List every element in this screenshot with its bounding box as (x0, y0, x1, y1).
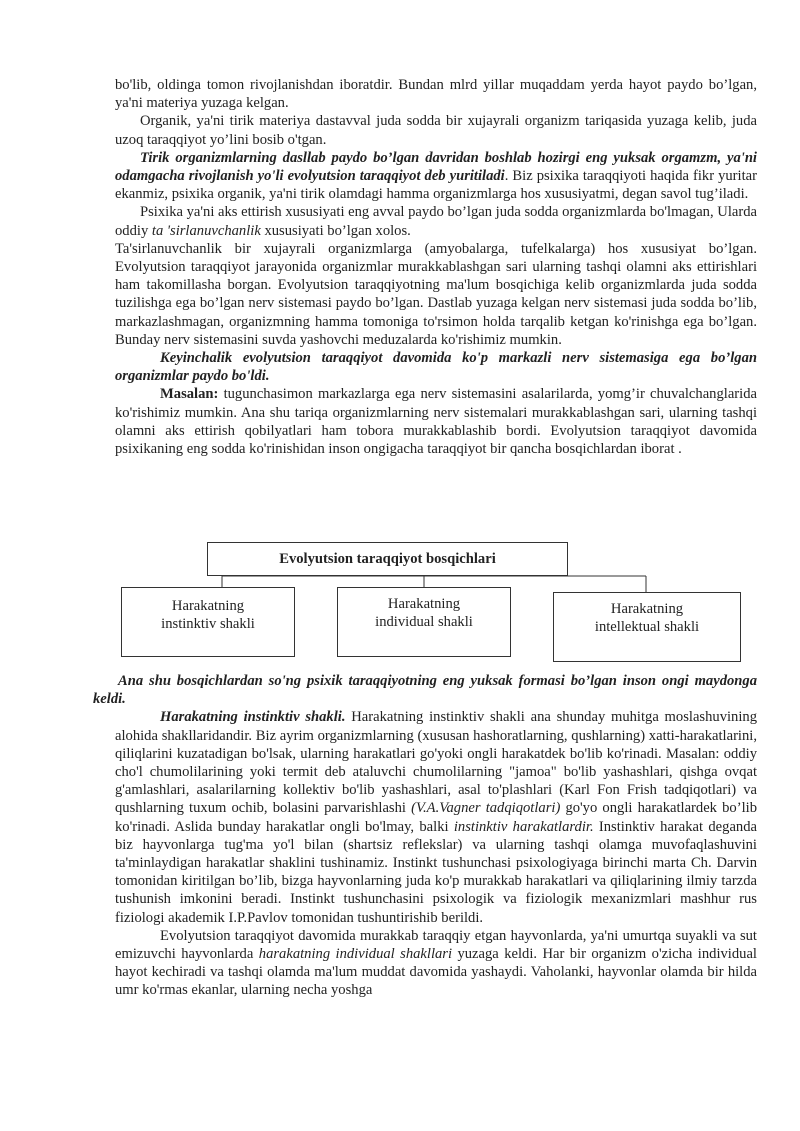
paragraph-5: Ta'sirlanuvchanlik bir xujayrali organizmlarga (amyobalarga, tufelkalarga) hos xususiyat bo’lgan. Evolyutsion taraqqiyot jarayonida organizmlar murakkablashgan sari ularning tashqi olamni aks ettirishlari ham takomillasha borgan. Evolyutsion taraqqiyotning ma'lum bosqichiga kelib organizmlarda juda sodda tuzilishga ega bo’lgan nerv sistemasi paydo bo’lgan. Dastlab yuzaga kelgan nerv sistemasi juda sodda bo’lib, markazlashmagan, organizmning hamma tomoniga to'rsimon holda tarqalib ketgan ko'rinishga ega bo’lgan. Bunday nerv sistemasini suvda yashovchi meduzalarda ko'rishimiz mumkin. (115, 240, 757, 348)
paragraph-10-italic: harakatning individual shakllari (258, 946, 453, 963)
box-2-line-2: individual shakli (375, 614, 473, 630)
paragraph-4 (115, 203, 757, 239)
section-heading-instinctive: Harakatning instinktiv shakli. (160, 709, 346, 726)
diagram-box-instinctive (121, 587, 295, 657)
diagram-box-individual (337, 587, 511, 657)
paragraph-2: Organik, ya'ni tirik materiya dastavval juda sodda bir xujayrali organizm tariqasida yuzaga kelib, juda uzoq taraqqiyot yo’lini bosib o'tgan. (115, 113, 757, 148)
diagram-title-box: Evolyutsion taraqqiyot bosqichlari (207, 542, 568, 576)
document-body-bottom (93, 672, 757, 1000)
paragraph-9 (115, 708, 757, 926)
paragraph-9-text: Harakatning instinktiv shakli ana shunday muhitga moslashuvining alohida shakllaridandir. Biz ayrim organizmlarning (xususan hashoratlarning, qushlarning) xatti-harakatlarini, qiliqlarini kuzatadigan bo'lsak, ularning harakatlari go'yoki ongli harakatdek bo'lib ko'rinadi. Masalan: oddiy cho'l chumolilarining yoki termit deb ataluvchi chumolilarning "jamoa" bo'lib yashashlari, qishga ovqat g'amlashlari, asalarilarning kollektiv bo'lib yashashlari, asal to'plashlari (Karl Fon Frish tadqiqotlari) va qushlarning tuxum ochib, bolasini parvarishlashi (115, 709, 757, 817)
paragraph-4-text: Psixika ya'ni aks ettirish xususiyati eng avval paydo bo’lgan juda sodda organizmlarda bo'lmagan, Ularda oddiy (115, 204, 757, 239)
paragraph-4-italic: ta 'sirlanuvchanlik (151, 222, 261, 239)
definition-emphasis: Tirik organizmlarning dasllab paydo bo’lgan davridan boshlab hozirgi eng yuksak orgamzm, ya'ni odamgacha rivojlanish yo'li evolyutsion taraqqiyot deb yuritiladi (115, 149, 757, 185)
diagram-box-intellectual (553, 592, 741, 662)
paragraph-8: Ana shu bosqichlardan so'ng psixik taraqqiyotning eng yuksak formasi bo’lgan inson ongi maydonga keldi. (93, 673, 757, 708)
paragraph-9-italic: instinktiv harakatlardir. (453, 818, 594, 835)
example-label: Masalan: (160, 386, 219, 403)
paragraph-3-rest: . Biz psixika taraqqiyoti haqida fikr yuritar ekanmiz, psixika organik, ya'ni tirik olamdagi hamma organizmlarga hos xususiyatmi, degan savol tug’iladi. (115, 168, 757, 203)
paragraph-9-citation: (V.A.Vagner tadqiqotlari) (411, 800, 561, 817)
box-1-line-2: instinktiv shakli (161, 616, 255, 632)
paragraph-10-text: Evolyutsion taraqqiyot davomida murakkab taraqqiy etgan hayvonlarda, ya'ni umurtqa suyakli va sut emizuvchi hayvonlarda (115, 927, 757, 963)
box-1-line-1: Harakatning (171, 598, 245, 614)
paragraph-6: Keyinchalik evolyutsion taraqqiyot davomida ko'p markazli nerv sistemasiga ega bo’lgan organizmlar paydo bo'ldi. (115, 350, 757, 385)
paragraph-10 (115, 927, 757, 1000)
box-3-line-2: intellektual shakli (594, 619, 700, 635)
paragraph-7 (115, 385, 757, 458)
box-2-line-1: Harakatning (387, 596, 461, 612)
paragraph-7-rest: tugunchasimon markazlarga ega nerv sistemasini asalarilarda, yomg’ir chuvalchanglarida ko'rishimiz mumkin. Ana shu tariqa organizmlarning nerv sistemalari murakkablashgan sari, ularning tashqi olamni aks ettirish qobilyatlari ham tobora murakkablashib bordi. Evolyutsion taraqqiyot davomida psixikaning eng sodda ko'rinishidan inson ongigacha taraqqiyot bir qancha bosqichlardan iborat . (115, 386, 757, 458)
paragraph-4-after: xususiyati bo’lgan xolos. (260, 222, 411, 239)
document-body-top (115, 76, 757, 458)
paragraph-9-text-2: go'yo ongli harakatlardek bo’lib ko'rinadi. Aslida bunday harakatlar ongli bo'lmay, balki (115, 800, 757, 835)
box-3-line-1: Harakatning (610, 601, 684, 617)
paragraph-10-after: yuzaga keldi. Har bir organizm o'zicha individual hayot kechiradi va tashqi olamda ma'lum muddat davomida yashaydi. Vaholanki, hayvonlar olamda bir hilda umr ko'rmas ekanlar, ularning necha yoshga (115, 946, 757, 999)
paragraph-1: bo'lib, oldinga tomon rivojlanishdan iboratdir. Bundan mlrd yillar muqaddam yerda hayot paydo bo’lgan, ya'ni materiya yuzaga kelgan. (115, 77, 757, 112)
paragraph-3 (115, 149, 757, 204)
paragraph-9-text-3: Instinktiv harakat deganda biz hayvonlarga tug'ma yo'l bilan (shartsiz reflekslar) va ularning tashqi olamga muvofaqlashuvini ta'minlaydigan harakatlar shaklini tushinamiz. Instinkt tushunchasi psixologiyaga birinchi marta Ch. Darvin tomonidan kiritilgan bo’lib, bizga hayvonlarning juda ko'p murakkab harakatlari va qiliqlarining ilmiy tarzda tushunish imkonini beradi. Instinkt tushunchasini psixologik va fiziologik mexanizmlari mashhur rus fiziologi akademik I.P.Pavlov tomonidan tushuntirishib berildi. (115, 818, 757, 926)
